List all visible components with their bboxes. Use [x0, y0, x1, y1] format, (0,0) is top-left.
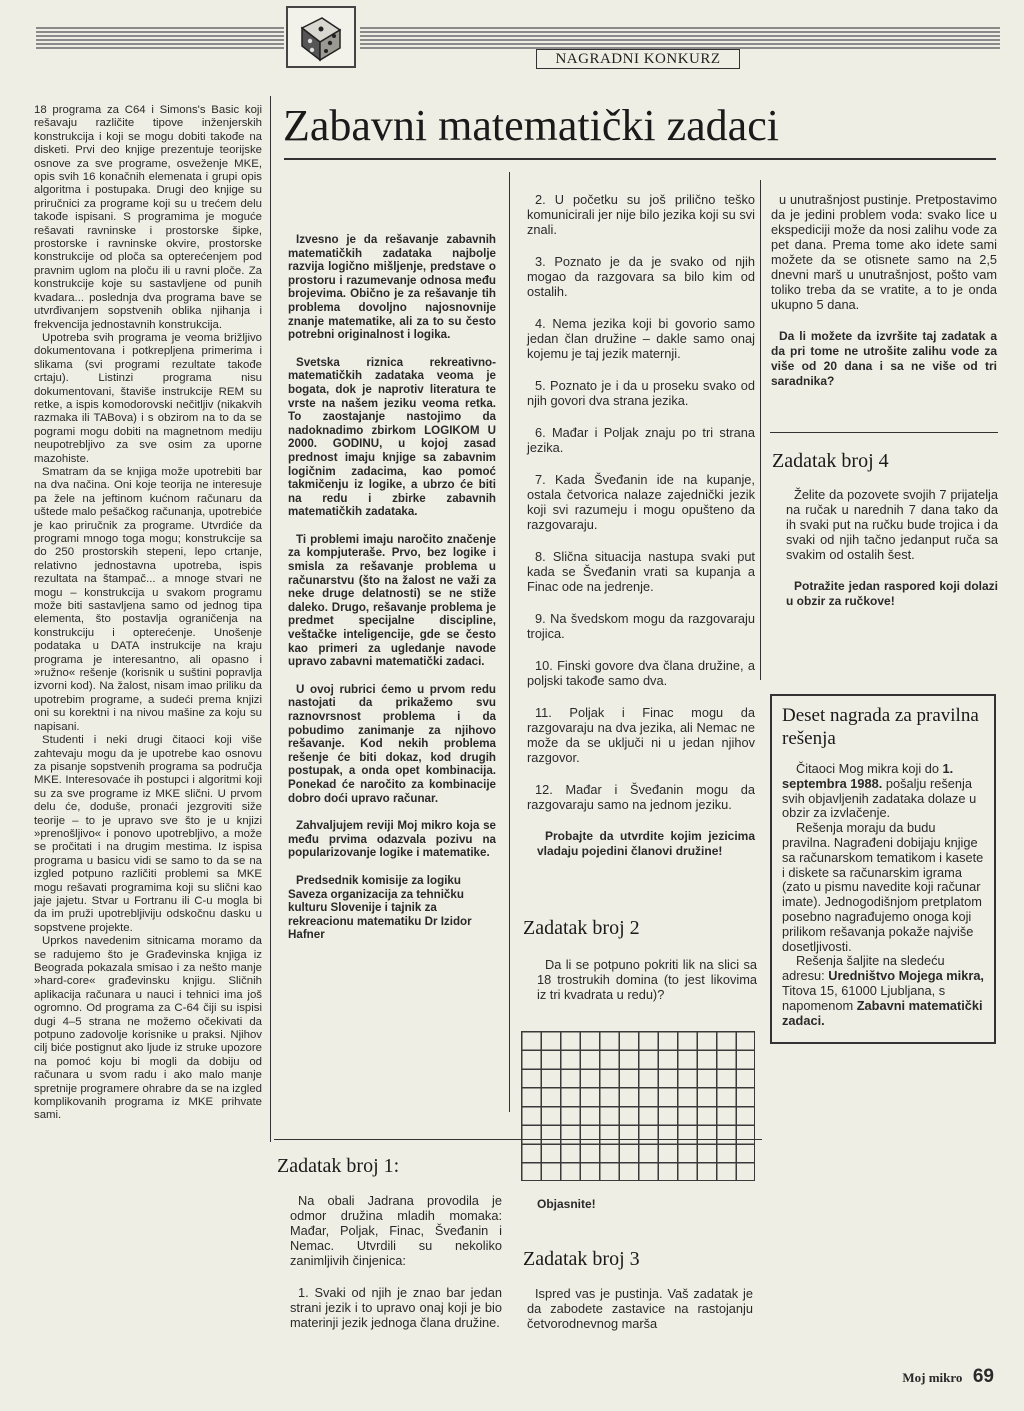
task-1-body [290, 1193, 502, 1347]
page-title: Zabavni matematički zadaci [283, 101, 779, 150]
task-1-item: 11. Poljak i Finac mogu da razgovaraju na dva jezika, ali Nemac ne može da se uključi ni u jedan njihov razgovor. [527, 705, 755, 765]
task-1-item: 10. Finski govore dva člana družine, a poljski takođe samo dva. [527, 658, 755, 688]
task-1-item: 1. Svaki od njih je znao bar jedan strani jezik i to upravo onaj koji je bio materinji jezik jednoga člana družine. [290, 1285, 502, 1330]
task-2-text: Da li se potpuno pokriti lik na slici sa 18 trostrukih domina (to jest likovima iz tri kvadrata u redu)? [537, 957, 757, 1002]
review-paragraph: 18 programa za C64 i Simons's Basic koji rešavaju različite tipove inženjerskih konstrukcija i koji se mogu dobiti takođe na disketi. Prvi deo knjige prezentuje teorijske osnove za sve programe, osveženje MKE, opis svih 16 konačnih elemenata i grupi opis algoritma i postupaka. Drugi deo knjige su priručnici za programe koji su u trećem delu takođe ispisani. S programima je moguće rešavati ravninske i prostorske šipke, prostorske i ravninske okvire, prostorske konstrukcije od ploča sa opterećenjem pod pravnim uglom na ploču ili u ravni ploče. Za konstrukcije koje su sastavljene od punih kvadara... poslednja dva programa bave se utvrđivanjem sopstvenih oblika njihanja i frekvencija jednostavnih konstrukcija. [34, 104, 262, 331]
dice-icon [286, 6, 356, 68]
task-3-question: Da li možete da izvršite taj zadatak a da pri tome ne utrošite zalihu vode za više od 20 dana i sa ne više od tri saradnika? [771, 329, 997, 388]
task-1-item: 6. Mađar i Poljak znaju po tri strana jezika. [527, 425, 755, 455]
review-paragraph: Uprkos navedenim sitnicama moramo da se radujemo što je Građevinska knjiga iz Beograda pokazala smisao i za nešto manje »hard-core« građevinsku knjigu. Sličnih aplikacija računara u nauci i tehnici ima još ogromno. Od programa za C-64 čiji su ispisi dugi 4–5 strana ne možemo očekivati da potpuno zadovolje korisnike u praksi. Njihov cilj biće postignut ako ljude iz struke upozore na pomoć koju bi mogli da dobiju od računara u svom radu i ako malo manje spretnije programere ohrabre da se na izgled komplikovanih programa iz MKE prihvate sami. [34, 935, 262, 1122]
task-1-continued [527, 192, 755, 876]
prize-text: pošalju rešenja svih objavljenih zadataka dolaze u obzir za izvlačenje. [782, 775, 977, 821]
task-1-item: 9. Na švedskom mogu da razgovaraju trojica. [527, 611, 755, 641]
prize-paragraph: Rešenja moraju da budu pravilna. Nagrađeni dobijaju knjige sa računarskom tematikom i kasete i diskete sa računarskim igrama (zato u pismu navedite koji računar imate). Jednogodišnjom pretplatom posebno nagrađujemo onoga koji prilikom rešavanja pokaže najviše dosetljivosti. [782, 820, 984, 954]
page-footer [902, 1366, 994, 1388]
task-3-continued [771, 192, 997, 406]
task-1-item: 5. Poznato je i da u proseku svako od njih govori dva strana jezika. [527, 378, 755, 408]
author-signature: Predsednik komisije za logiku Saveza organizacija za tehničku kulturu Slovenije i tajnik za rekreacionu matematiku Dr Izidor Hafner [288, 873, 472, 942]
header-stripe-right [360, 27, 1000, 49]
intro-paragraph: Ti problemi imaju naročito značenje za kompjuteraše. Prvo, bez logike i smisla za rešavanje problema u računarstvu (što na žalost ne važi za neke druge delatnosti) se ne stiže daleko. Drugo, rešavanje problema je predmet specijalne discipline, veštačke inteligencije, gde se često kao primeri za ugledanje navode upravo zabavni matematički zadaci. [288, 532, 496, 669]
header-stripe-left [36, 27, 284, 49]
prize-paragraph [782, 954, 984, 1028]
column-divider [270, 96, 271, 1142]
task-1-item: 8. Slična situacija nastupa svaki put kada se Šveđanin vrati sa kupanja a Finac ode na jedrenje. [527, 549, 755, 594]
title-rule [284, 158, 996, 160]
task-4-body [786, 487, 998, 626]
task-3-text: Ispred vas je pustinja. Vaš zadatak je da zabodete zastavice na rastojanju četvorodnevnog marša [527, 1286, 753, 1331]
task-1-intro: Na obali Jadrana provodila je odmor družina mladih momaka: Mađar, Poljak, Finac, Šveđanin i Nemac. Utvrdili su nekoliko zanimljivih činjenica: [290, 1193, 502, 1268]
intro-column [288, 233, 496, 956]
magazine-name: Moj mikro [902, 1370, 963, 1385]
task-2-explain: Objasnite! [537, 1197, 596, 1211]
review-paragraph: Studenti i neki drugi čitaoci koji više zahtevaju mogu da je upotrebe kao osnovu za pisanje sopstvenih programa sa područja MKE. Interesovaće ih postupci i algoritmi koji su za sve programe iz MKE slični. U prvom delu će, doduše, pronaći jezgroviti sižе teorije – to je upravo sve što je u knjizi »prenošljivo« i ponovo upotrebljivo, a može se pročitati i na drugim mestima. Iz ispisa programa u basicu vidi se samo to da se na izgled potpuno različiti problemi sa MKE mogu rešavati programima koji su slični kao jaje jajetu. Stvar u Fortranu ili C-u mogla bi da im pruži upotrebljiviju odskočnu dasku u sopstvene projekte. [34, 734, 262, 934]
task-2-body [537, 957, 757, 1019]
task-1-item: 4. Nema jezika koji bi govorio samo jedan član družine – dakle samo onaj kojemu je taj jezik maternji. [527, 316, 755, 361]
task-1-heading: Zadatak broj 1: [277, 1155, 400, 1177]
prize-deadline: 1. septembra 1988. [782, 761, 954, 791]
prize-text: Čitaoci Mog mikra koji do [796, 761, 943, 776]
task-4-text: Želite da pozovete svojih 7 prijatelja na ručak u narednih 7 dana tako da ih svaki put na ručku bude trojica i da svaki od njih tačno jedanput ruča sa svakim od ostalih šest. [786, 487, 998, 562]
task-1-question: Probajte da utvrdite kojim jezicima vladaju pojedini članovi družine! [537, 829, 755, 858]
book-review-column [34, 104, 262, 1123]
prize-box [770, 694, 996, 1044]
task-1-item: 7. Kada Šveđanin ide na kupanje, ostala četvorica nalaze zajednički jezik koji svi razumeju i mogu opušteno da razgovaraju. [527, 472, 755, 532]
review-paragraph: Smatram da se knjiga može upotrebiti bar na dva načina. Oni koje teorija ne interesuje pa žele na jeftinom kućnom računaru da uštede malo pešačkog računanja, upotrebiće je kao priručnik za programe. Utvrdiće da programi mnogo toga mogu; konstrukcije sa do 250 prostorskih stepeni, lepo crtanje, relativno jednostavna upotreba, ispis rezultata na štampač... a mnoge stvari ne mogu – konstrukcija u svakom programu može biti sastavljena samo od jednog tipa elementa, što postavlja ograničenja na konstrukciju i opterećenje. Unošenje podataka u DATA instrukcije na kraju programa je interesantno, ali opasno i »ružno« rešenje (korisnik u suštini popravlja izvorni kod). Na žalost, nisam imao priliku da upotrebim programe, a sudeći prema knjizi oni su korektni i na nivou mašine za koju su napisani. [34, 465, 262, 733]
prize-text: Rešenja šaljite na sledeću adresu: [782, 953, 945, 984]
task-4-heading: Zadatak broj 4 [772, 450, 889, 472]
task-4-question: Potražite jedan raspored koji dolazi u obzir za ručkove! [786, 579, 998, 608]
intro-paragraph: Izvesno je da rešavanje zabavnih matematičkih zadataka najbolje razvija logično mišljenje, predstave o prostoru i razumevanje odnosa među brojevima. Obično je za rešavanje tih problema dovoljno najosnovnije znanje matematike, ali za to su često potrebni originalnost i logika. [288, 233, 496, 342]
prize-body [782, 762, 984, 1028]
separator-line [770, 432, 998, 433]
domino-grid [521, 1031, 755, 1181]
review-paragraph: Upotreba svih programa je veoma brižljivo dokumentovana i potkrepljena primerima i slikama (svi programi rezultate takođe crtaju). Listinzi programa nisu dokumentovani, štaviše instrukcije REM su retke, a ispis komodorovski nečitljiv (nikakvih razmaka ili TABova) i s obzirom na to da se pogrami mogu dobiti na magnetnom mediju neupotrebljivo za sve osim za uporne mazohiste. [34, 331, 262, 465]
task-2-heading: Zadatak broj 2 [523, 917, 640, 939]
prize-subject: Zabavni matematički zadaci. [782, 997, 983, 1028]
task-1-item: 3. Poznato je da je svako od njih mogao da razgovara sa bilo kim od ostalih. [527, 254, 755, 299]
task-3-continued-text: u unutrašnjost pustinje. Pretpostavimo da je jedini problem voda: svako lice u ekspediciji može da nosi zalihu vode za pet dana. Prema tome ako idete sami možete da se otisnete samo na 2,5 dnevni marš u unutrašnjost, pošto vam toliko treba da se vratite, a to je onda ukupno 5 dana. [771, 192, 997, 312]
prize-paragraph [782, 762, 984, 821]
prize-address: Uredništvo Mojega mikra, [828, 968, 984, 984]
column-divider [509, 172, 510, 1112]
task-1-item: 2. U početku su još prilično teško komunicirali jer nije bilo jezika koji su svi znali. [527, 192, 755, 237]
task-3-heading: Zadatak broj 3 [523, 1248, 640, 1270]
section-label: NAGRADNI KONKURZ [536, 49, 740, 69]
page-number: 69 [972, 1366, 994, 1387]
intro-paragraph: U ovoj rubrici ćemo u prvom redu nastojati da prikažemo svu raznovrsnost problema i da pobudimo zanimanje za njihovo rešavanje. Kod nekih problema rešenje će biti dokaz, kod drugih postupak, a onda opet kombinacija. Ponekad će naročito za kombinacije dobro doći upravo računar. [288, 682, 496, 805]
column-divider [760, 180, 761, 680]
task-1-item: 12. Mađar i Šveđanin mogu da razgovaraju samo na jednom jeziku. [527, 782, 755, 812]
task-3-body [527, 1286, 753, 1348]
prize-text: Titova 15, 61000 Ljubljana, s napomenom [782, 982, 946, 1013]
intro-paragraph: Svetska riznica rekreativno-matematičkih zadataka veoma je bogata, dok je naprotiv literatura te vrste na našem jeziku veoma retka. To zaostajanje nastojimo da nadoknadimo zbirkom LOGIKOM U 2000. GODINU, u kojoj zasad prednost imaju knjige sa zabavnim logičnim zadacima, kao pomoć takmičenju iz logike, a ubrzo će biti na redu i zbirke zabavnih matematičkih zadataka. [288, 355, 496, 519]
intro-paragraph: Zahvaljujem reviji Moj mikro koja se među prvima odazvala pozivu na popularizovanje logike i matematike. [288, 819, 496, 860]
prize-heading: Deset nagrada za pravilna rešenja [782, 705, 979, 749]
